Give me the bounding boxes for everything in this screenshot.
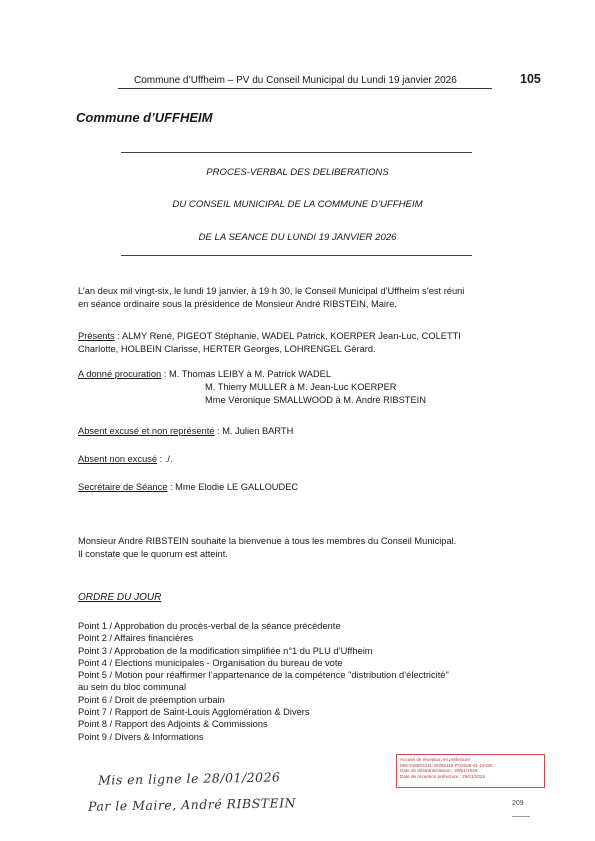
agenda-item: Point 1 / Approbation du procès-verbal de la séance précédente	[78, 621, 341, 631]
handwritten-note-line-2: Par le Maire, André RIBSTEIN	[87, 795, 297, 814]
procuration-item-1: : M. Thomas LEIBY à M. Patrick WADEL	[161, 369, 332, 379]
stamp-line: Accusé de réception en préfecture	[400, 757, 470, 762]
absent-excuse-line	[78, 425, 293, 438]
presents-line-2: Charlotte, HOLBEIN Clarisse, HERTER Georges, LOHRENGEL Gérard.	[78, 344, 376, 354]
procuration-item-2: M. Thierry MULLER à M. Jean-Luc KOERPER	[205, 382, 397, 392]
intro-paragraph	[78, 285, 464, 311]
agenda-item: Point 3 / Approbation de la modification simplifiée n°1 du PLU d’Uffheim	[78, 645, 373, 656]
agenda-item: Point 8 / Rapport des Adjoints & Commissions	[78, 719, 268, 730]
agenda-item: Point 5 / Motion pour réaffirmer l’appartenance de la compétence "distribution d’électricité"	[78, 670, 449, 681]
procuration-label: A donné procuration	[78, 369, 162, 379]
agenda-item: Point 7 / Rapport de Saint-Louis Agglomération & Divers	[78, 707, 310, 718]
secretaire-label: Secrétaire de Séance	[78, 482, 168, 492]
ordre-du-jour-title: ORDRE DU JOUR	[78, 592, 162, 603]
agenda-item: Point 6 / Droit de préemption urbain	[78, 694, 225, 705]
title-bottom-rule	[121, 255, 472, 256]
document-title-line-1: PROCES-VERBAL DES DELIBERATIONS	[206, 167, 389, 178]
presents-block	[78, 330, 461, 356]
intro-line-2: en séance ordinaire sous la présidence de Monsieur André RIBSTEIN, Maire.	[78, 299, 397, 309]
stamp-line: Date de télétransmission : 29/01/2026	[400, 768, 478, 774]
procuration-block	[78, 368, 426, 407]
intro-line-1: L’an deux mil vingt-six, le lundi 19 janvier, à 19 h 30, le Conseil Municipal d’Uffheim s’est réuni	[78, 286, 465, 296]
stamp-line: Date de réception préfecture : 29/01/2026	[400, 773, 486, 779]
stamp-line: 068-216803411-20260119-PV2026-01-19-DE	[400, 762, 493, 768]
agenda-item: Point 2 / Affaires financières	[78, 633, 194, 644]
header-divider	[118, 88, 492, 89]
commune-heading: Commune d’UFFHEIM	[76, 110, 213, 125]
scan-corner-mark	[512, 816, 530, 817]
absent-excuse-value: : M. Julien BARTH	[214, 426, 294, 436]
presents-line-1: : ALMY René, PIGEOT Stéphanie, WADEL Patrick, KOERPER Jean-Luc, COLETTI	[114, 331, 461, 341]
secretaire-value: : Mme Elodie LE GALLOUDEC	[167, 482, 299, 492]
agenda-item: Point 4 / Elections municipales - Organisation du bureau de vote	[78, 657, 343, 668]
absent-excuse-label: Absent excusé et non représenté	[78, 426, 215, 436]
running-header-title: Commune d’Uffheim – PV du Conseil Municipal du Lundi 19 janvier 2026	[134, 75, 457, 86]
title-top-rule	[121, 152, 472, 153]
running-header-page-number: 105	[520, 72, 541, 86]
document-title-line-3: DE LA SEANCE DU LUNDI 19 JANVIER 2026	[198, 232, 397, 243]
absent-non-excuse-label: Absent non excusé	[78, 454, 158, 464]
presents-label: Présents	[78, 331, 115, 341]
agenda-item: Point 9 / Divers & Informations	[78, 731, 204, 742]
prefecture-receipt-stamp	[396, 754, 545, 788]
absent-non-excuse-value: : ./.	[157, 454, 173, 464]
handwritten-note-line-1: Mis en ligne le 28/01/2026	[97, 769, 281, 788]
agenda-item-continuation: au sein du bloc communal	[78, 682, 187, 693]
footer-page-number: 209	[512, 800, 524, 807]
welcome-paragraph	[78, 535, 456, 561]
procuration-item-3: Mme Véronique SMALLWOOD à M. André RIBSTEIN	[205, 395, 426, 405]
welcome-line-2: Il constate que le quorum est atteint.	[78, 549, 228, 559]
document-title-line-2: DU CONSEIL MUNICIPAL DE LA COMMUNE D’UFFHEIM	[172, 199, 423, 210]
absent-non-excuse-line	[78, 453, 173, 466]
welcome-line-1: Monsieur André RIBSTEIN souhaite la bienvenue à tous les membres du Conseil Municipal.	[78, 536, 457, 546]
agenda-list	[78, 620, 449, 743]
secretaire-line	[78, 481, 298, 494]
